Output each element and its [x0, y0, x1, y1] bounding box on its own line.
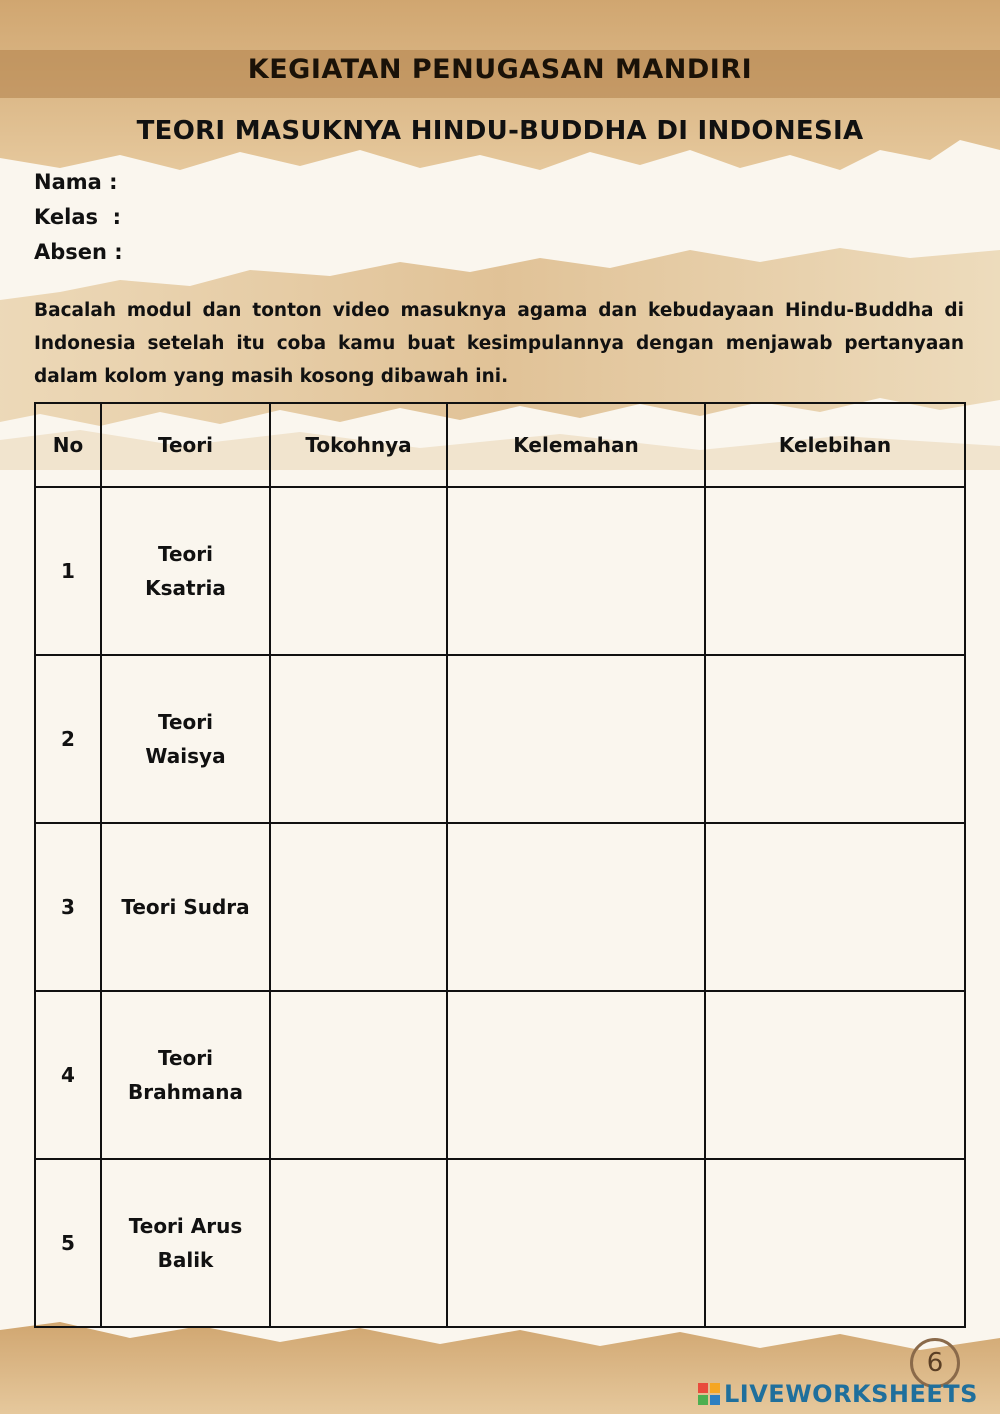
column-header-kelebihan: Kelebihan	[705, 403, 965, 487]
instructions-text: Bacalah modul dan tonton video masuknya agama dan kebudayaan Hindu-Buddha di Indonesia setelah itu coba kamu buat kesimpulannya dengan menjawab pertanyaan dalam kolom yang masih kosong dibawah ini.	[34, 300, 964, 387]
teori-name	[101, 655, 270, 823]
kelemahan-answer-cell[interactable]	[447, 1159, 705, 1327]
row-number: 3	[35, 823, 101, 991]
row-number: 4	[35, 991, 101, 1159]
kelebihan-answer-cell[interactable]	[705, 655, 965, 823]
liveworksheets-watermark	[698, 1378, 978, 1410]
table-header-row	[35, 403, 965, 487]
tokohnya-answer-cell[interactable]	[270, 487, 447, 655]
teori-name-line: Teori	[157, 710, 213, 734]
page-title: KEGIATAN PENUGASAN MANDIRI	[247, 54, 753, 85]
teori-name-line: Balik	[157, 1248, 214, 1272]
column-header-kelemahan: Kelemahan	[447, 403, 705, 487]
teori-name-line: Teori	[157, 1046, 213, 1070]
worksheet-subtitle: TEORI MASUKNYA HINDU-BUDDHA DI INDONESIA	[136, 116, 864, 146]
kelebihan-answer-cell[interactable]	[705, 1159, 965, 1327]
kelebihan-answer-cell[interactable]	[705, 991, 965, 1159]
kelemahan-answer-cell[interactable]	[447, 823, 705, 991]
kelemahan-answer-cell[interactable]	[447, 487, 705, 655]
name-field-label: Nama :	[34, 170, 118, 194]
column-header-teori: Teori	[101, 403, 270, 487]
tokohnya-answer-cell[interactable]	[270, 1159, 447, 1327]
table-row	[35, 487, 965, 655]
table-row	[35, 991, 965, 1159]
teori-name-line: Waisya	[145, 744, 226, 768]
teori-name	[101, 991, 270, 1159]
tokohnya-answer-cell[interactable]	[270, 991, 447, 1159]
tokohnya-answer-cell[interactable]	[270, 823, 447, 991]
row-number: 5	[35, 1159, 101, 1327]
table-row	[35, 823, 965, 991]
teori-name	[101, 1159, 270, 1327]
watermark-text: LIVEWORKSHEETS	[724, 1380, 978, 1408]
class-field-label: Kelas :	[34, 205, 122, 229]
table-row	[35, 655, 965, 823]
kelemahan-answer-cell[interactable]	[447, 991, 705, 1159]
kelebihan-answer-cell[interactable]	[705, 487, 965, 655]
teori-name	[101, 823, 270, 991]
column-header-no: No	[35, 403, 101, 487]
teori-name-line: Brahmana	[128, 1080, 243, 1104]
teori-name-line: Ksatria	[145, 576, 226, 600]
kelemahan-answer-cell[interactable]	[447, 655, 705, 823]
teori-name-line: Teori Sudra	[121, 895, 250, 919]
page-number-badge: 6	[910, 1338, 960, 1388]
table-row	[35, 1159, 965, 1327]
absen-field-label: Absen :	[34, 240, 123, 264]
liveworksheets-logo-icon	[698, 1383, 720, 1405]
teori-name-line: Teori Arus	[128, 1214, 243, 1238]
teori-name-line: Teori	[157, 542, 213, 566]
kelebihan-answer-cell[interactable]	[705, 823, 965, 991]
column-header-tokohnya: Tokohnya	[270, 403, 447, 487]
teori-name	[101, 487, 270, 655]
theory-table	[34, 402, 966, 1328]
row-number: 2	[35, 655, 101, 823]
tokohnya-answer-cell[interactable]	[270, 655, 447, 823]
row-number: 1	[35, 487, 101, 655]
